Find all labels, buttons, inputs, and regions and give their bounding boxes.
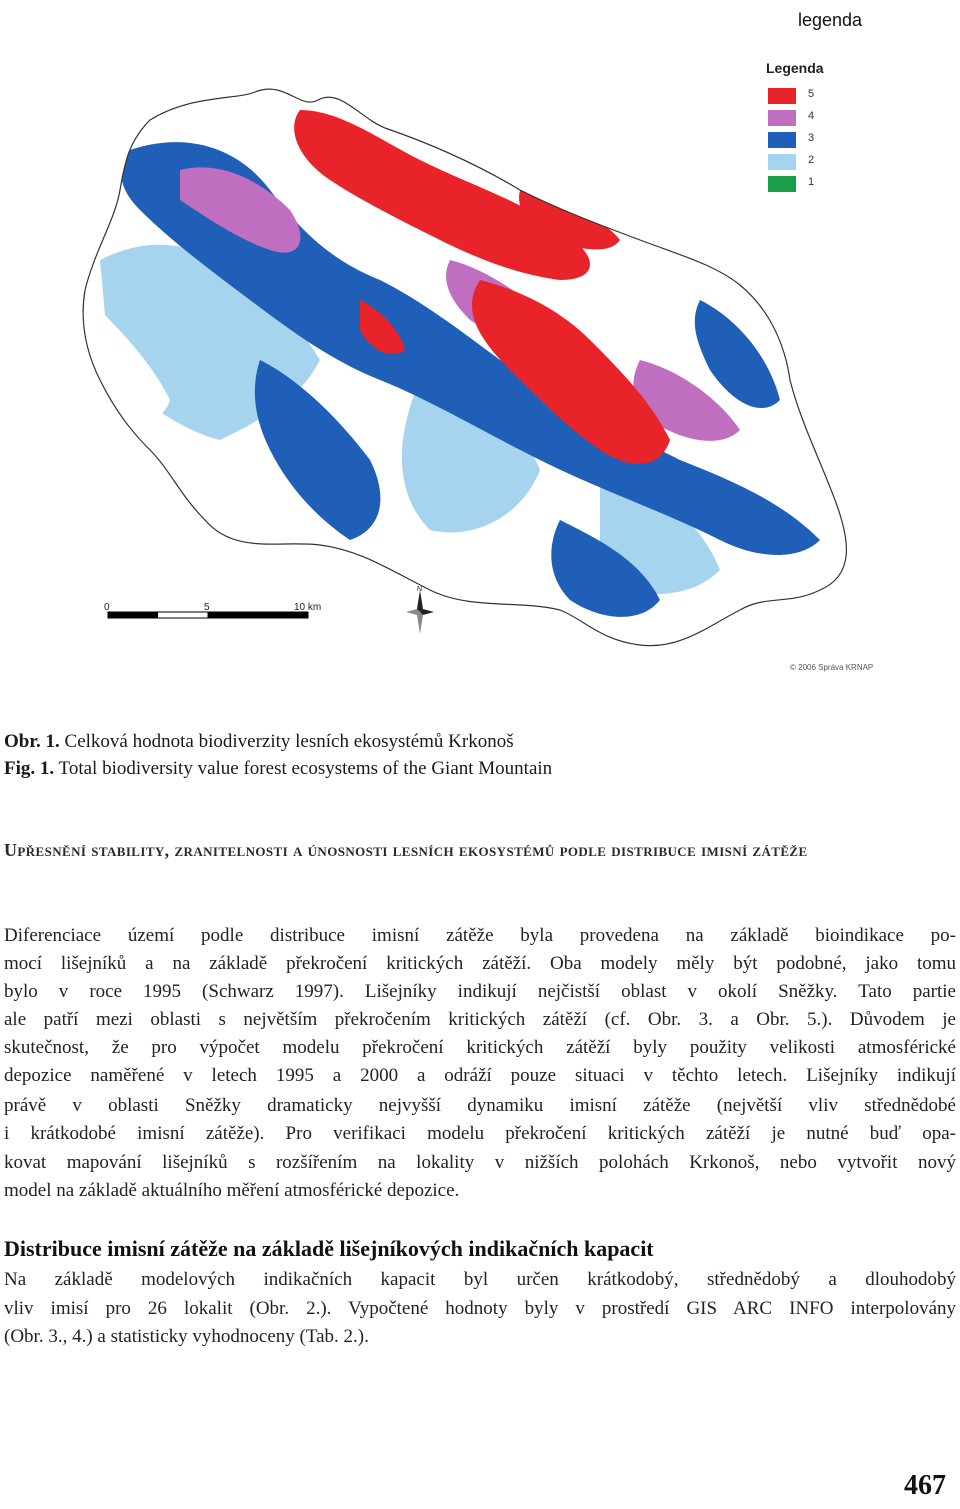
paragraph-line: vliv imisí pro 26 lokalit (Obr. 2.). Vypočtené hodnoty byly v prostředí GIS ARC INFO interpolovány xyxy=(4,1298,956,1319)
caption-cz-text: Celková hodnota biodiverzity lesních ekosystémů Krkonoš xyxy=(59,731,514,752)
north-label: N xyxy=(417,586,423,593)
legend-label: 5 xyxy=(808,88,815,100)
paragraph-line: model na základě aktuálního měření atmosférické depozice. xyxy=(4,1180,460,1201)
legend-swatch xyxy=(768,154,796,170)
legend-label: 3 xyxy=(808,132,815,144)
paragraph-line: i krátkodobé imisní zátěže). Pro verifikaci modelu překročení kritických zátěží je nutné buď opa- xyxy=(4,1123,956,1144)
legend-title: Legenda xyxy=(766,60,824,76)
paragraph-line: kovat mapování lišejníků s rozšířením na lokality v nižších polohách Krkonoš, nebo vytvořit nový xyxy=(4,1152,956,1173)
legend-item-3 xyxy=(768,132,868,150)
corner-label: legenda xyxy=(798,10,863,30)
legend-swatch xyxy=(768,110,796,126)
sub-heading: Distribuce imisní zátěže na základě lišejníkových indikačních kapacit xyxy=(4,1236,654,1261)
legend-label: 1 xyxy=(808,176,815,188)
paragraph-line: Na základě modelových indikačních kapacit byl určen krátkodobý, střednědobý a dlouhodobý xyxy=(4,1269,956,1290)
scale-tick-5: 5 xyxy=(204,602,210,613)
caption-en-prefix: Fig. 1. xyxy=(4,758,55,779)
paragraph-line: právě v oblasti Sněžky dramaticky nejvyšší dynamiku imisní zátěže (největší vliv střednědobé xyxy=(4,1095,956,1116)
paragraph-line: depozice naměřené v letech 1995 a 2000 a odráží pouze situaci v těchto letech. Lišejníky indikují xyxy=(4,1065,956,1086)
legend-item-2 xyxy=(768,154,868,172)
legend-swatch xyxy=(768,176,796,192)
legend-label: 2 xyxy=(808,154,815,166)
paragraph-line: mocí lišejníků a na základě překročení kritických zátěží. Oba modely měly být podobné, jako tomu xyxy=(4,953,956,974)
caption-en-text: Total biodiversity value forest ecosystems of the Giant Mountain xyxy=(54,758,553,779)
paragraph-line: bylo v roce 1995 (Schwarz 1997). Lišejníky indikují nejčistší oblast v okolí Sněžky. Tato partie xyxy=(4,981,956,1002)
page-number: 467 xyxy=(904,1470,946,1501)
section-heading: Upřesnění stability, zranitelnosti a únosnosti lesních ekosystémů podle distribuce imisní zátěže xyxy=(4,840,808,860)
legend-swatch xyxy=(768,132,796,148)
map-legend xyxy=(760,58,870,200)
paragraph-line: ale patří mezi oblasti s největším překročením kritických zátěží (cf. Obr. 3. a Obr. 5.). Důvodem je xyxy=(4,1009,956,1030)
scale-tick-0: 0 xyxy=(104,602,110,613)
legend-item-4 xyxy=(768,110,868,128)
legend-item-5 xyxy=(768,88,868,106)
paragraph-line: skutečnost, že pro výpočet modelu překročení kritických zátěží byly použity velikosti atmosférické xyxy=(4,1037,956,1058)
caption-cz xyxy=(4,730,514,754)
map-copyright: © 2006 Správa KRNAP xyxy=(790,663,874,672)
north-arrow-icon xyxy=(406,590,434,634)
paragraph-line: Diferenciace území podle distribuce imisní zátěže byla provedena na základě bioindikace po- xyxy=(4,925,956,946)
paragraph-line: (Obr. 3., 4.) a statisticky vyhodnoceny (Tab. 2.). xyxy=(4,1326,369,1347)
scale-tick-10km: 10 km xyxy=(294,602,322,613)
legend-label: 4 xyxy=(808,110,815,122)
legend-item-1 xyxy=(768,176,868,194)
caption-cz-prefix: Obr. 1. xyxy=(4,731,60,752)
legend-swatch xyxy=(768,88,796,104)
caption-en xyxy=(4,757,552,781)
